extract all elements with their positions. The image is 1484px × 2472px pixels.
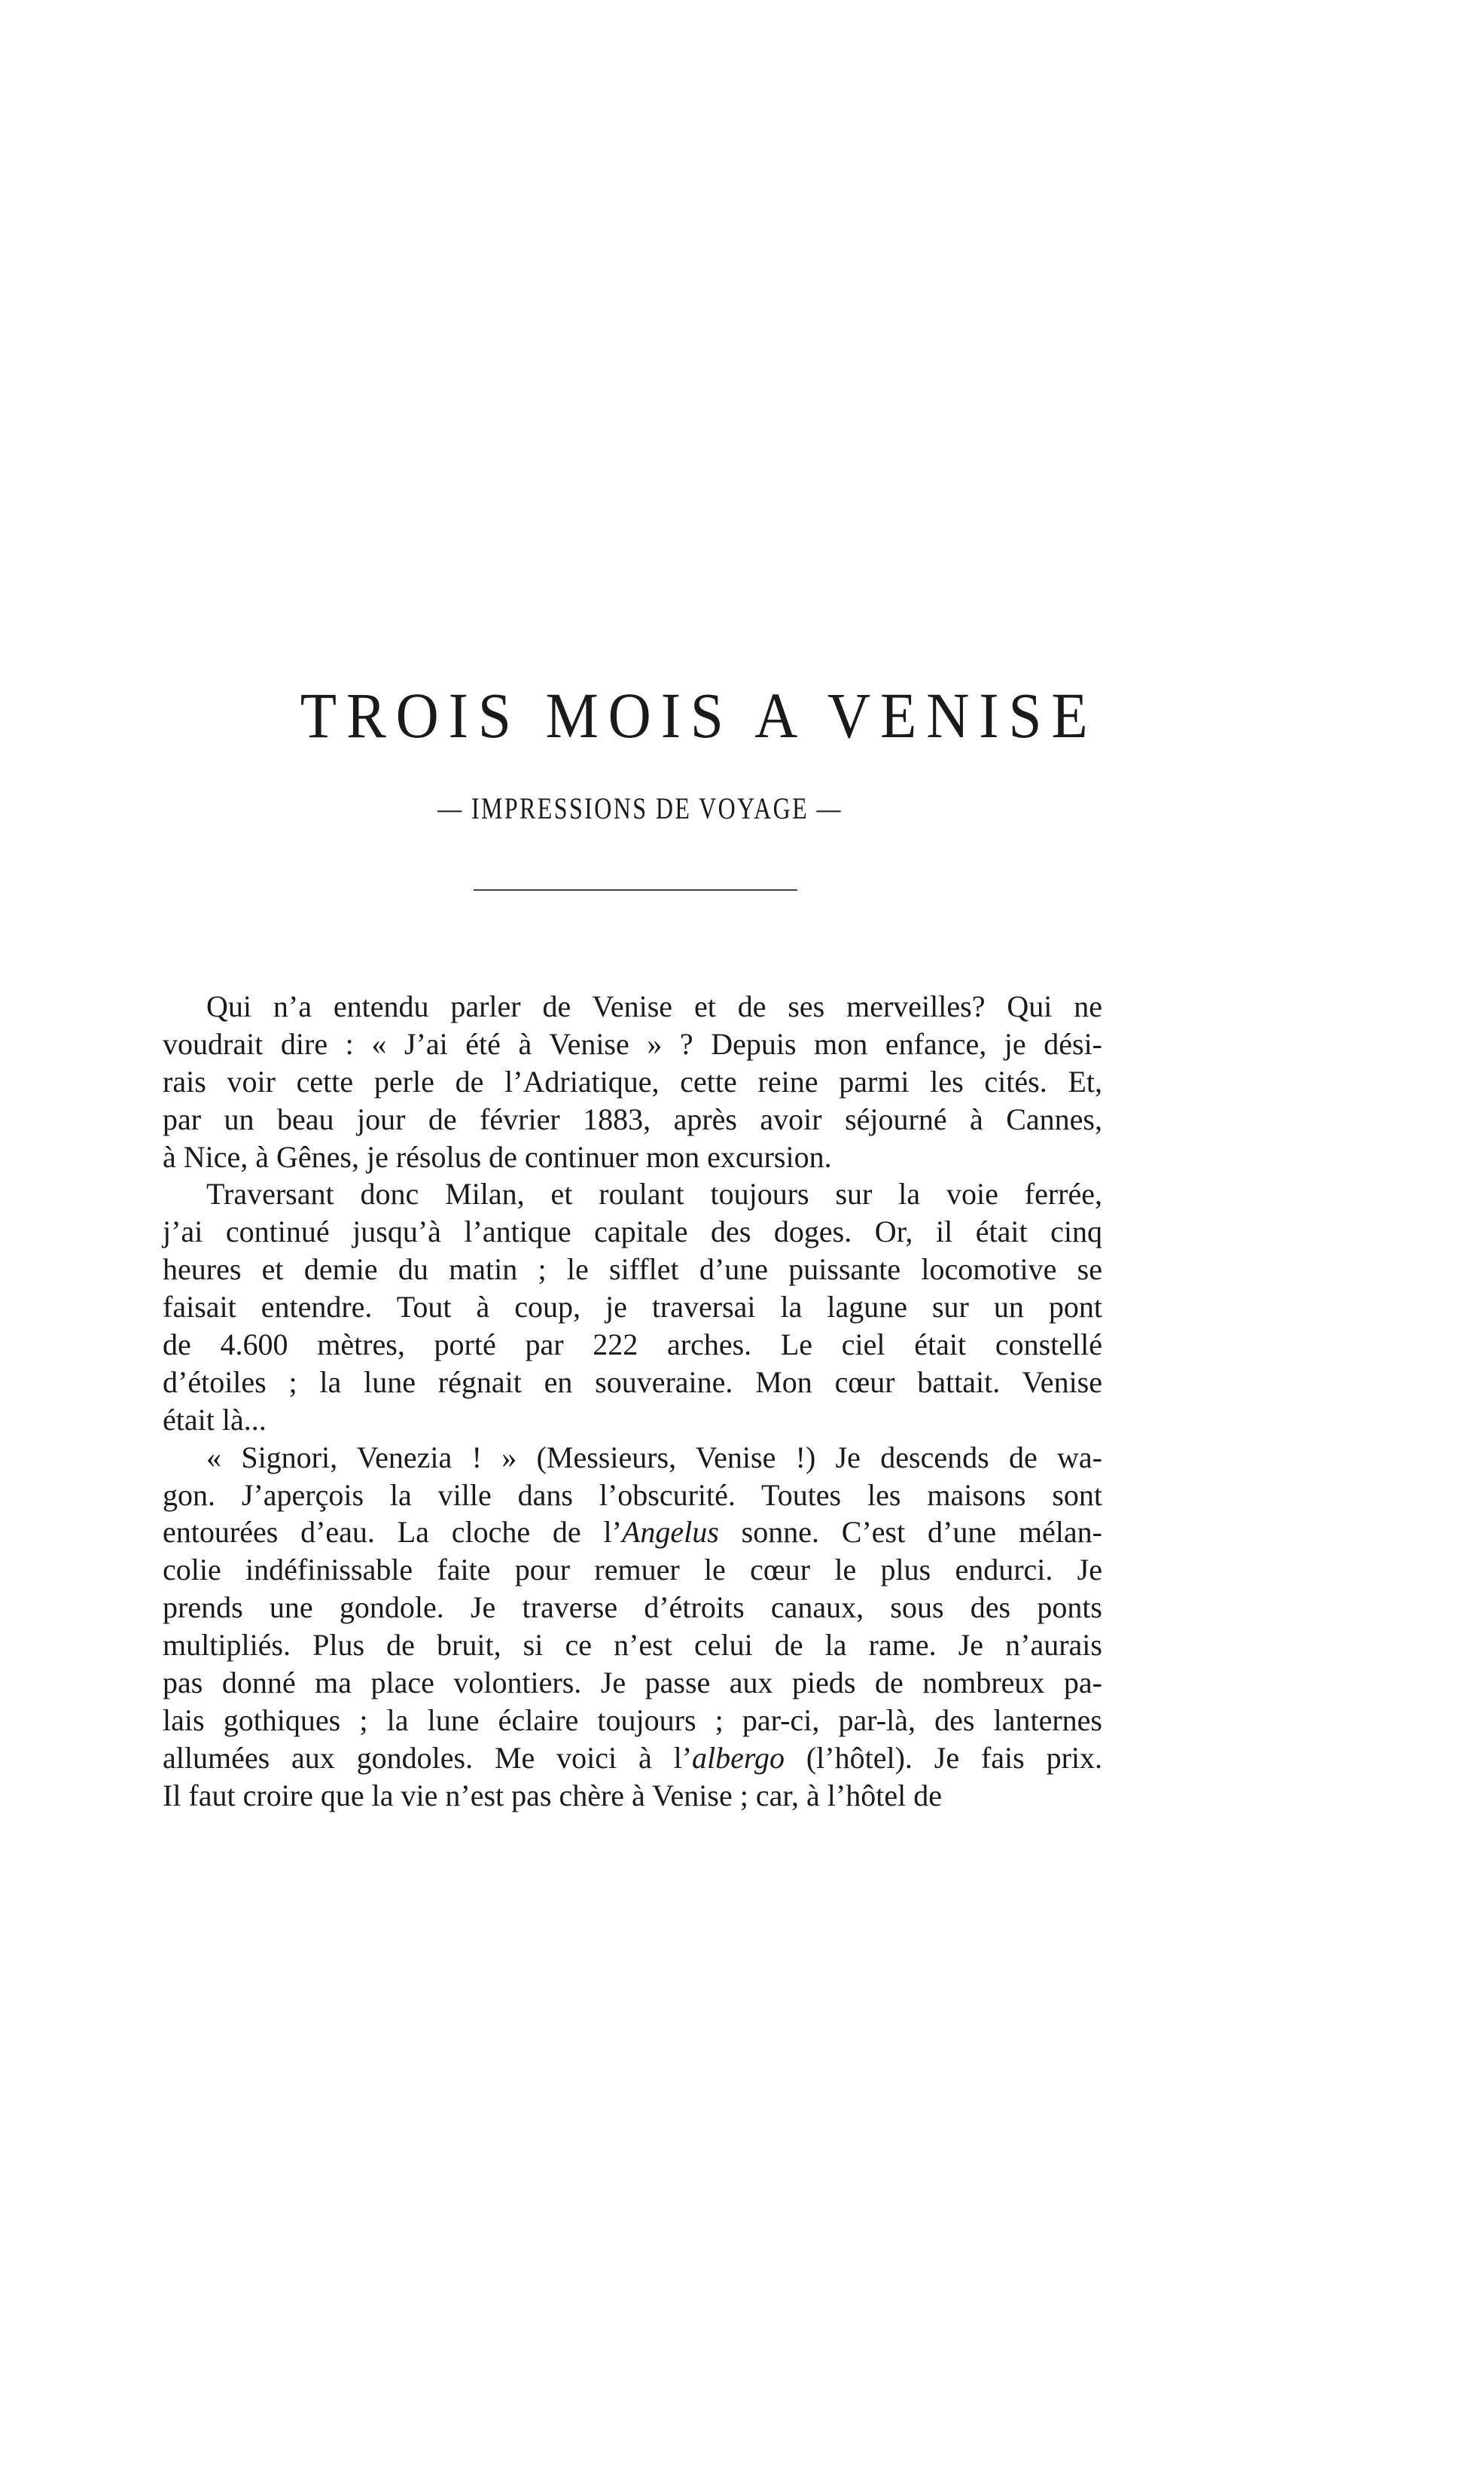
text-line	[163, 1439, 1102, 1477]
text-line-content	[163, 1288, 1102, 1326]
text-line	[163, 1364, 1102, 1401]
text-line-content	[163, 1589, 1102, 1626]
text-line-content	[163, 1551, 1102, 1589]
text-line-content	[206, 1439, 1102, 1477]
text-line	[163, 1739, 1102, 1777]
text-line	[163, 1063, 1102, 1101]
text-line-content	[163, 1101, 1102, 1138]
text-line	[163, 1551, 1102, 1589]
text-line	[163, 1589, 1102, 1626]
text-segment: Traversant donc Milan, et roulant toujours sur la voie ferrée,	[206, 1177, 1102, 1212]
text-segment: voudrait dire : « J’ai été à Venise » ? Depuis mon enfance, je dési-	[163, 1026, 1102, 1061]
text-segment: pas donné ma place volontiers. Je passe aux pieds de nombreux pa-	[163, 1666, 1102, 1700]
text-line-content	[163, 1401, 1102, 1439]
text-line-content	[163, 1626, 1102, 1664]
text-line	[163, 1664, 1102, 1702]
text-segment: était là...	[163, 1402, 267, 1437]
body-text	[163, 988, 1102, 1815]
text-line-content	[163, 1777, 1102, 1815]
text-line-content	[163, 1213, 1102, 1251]
text-line	[163, 1138, 1102, 1176]
text-segment: allumées aux gondoles. Me voici à l’	[163, 1740, 693, 1775]
text-line	[163, 1026, 1102, 1063]
text-segment: (l’hôtel). Je fais prix.	[784, 1740, 1103, 1775]
text-segment: lais gothiques ; la lune éclaire toujours ; par-ci, par-là, des lanternes	[163, 1702, 1102, 1737]
text-segment: Il faut croire que la vie n’est pas chère à Venise ; car, à l’hôtel de	[163, 1778, 942, 1812]
text-segment: heures et demie du matin ; le sifflet d’une puissante locomotive se	[163, 1252, 1102, 1287]
text-segment: par un beau jour de février 1883, après avoir séjourné à Cannes,	[163, 1102, 1102, 1136]
text-line	[163, 1513, 1102, 1551]
italic-text: Angelus	[621, 1515, 719, 1550]
text-line-content	[163, 1739, 1102, 1777]
text-line-content	[163, 1326, 1102, 1364]
text-segment: entourées d’eau. La cloche de l’	[163, 1515, 622, 1550]
text-segment: colie indéfinissable faite pour remuer le cœur le plus endurci. Je	[163, 1553, 1102, 1587]
text-segment: Qui n’a entendu parler de Venise et de ses merveilles? Qui ne	[206, 989, 1102, 1023]
text-line-content	[163, 1513, 1102, 1551]
text-line-content	[163, 1364, 1102, 1401]
text-line	[163, 1101, 1102, 1138]
text-segment: multipliés. Plus de bruit, si ce n’est celui de la rame. Je n’aurais	[163, 1628, 1102, 1663]
text-line-content	[206, 1175, 1102, 1213]
text-segment: de 4.600 mètres, porté par 222 arches. Le ciel était constellé	[163, 1327, 1102, 1362]
italic-text: albergo	[692, 1740, 785, 1775]
text-segment: gon. J’aperçois la ville dans l’obscurité. Toutes les maisons sont	[163, 1477, 1102, 1512]
text-line	[163, 1477, 1102, 1514]
chapter-title: TROIS MOIS A VENISE	[300, 679, 1098, 751]
text-segment: sonne. C’est d’une mélan-	[718, 1515, 1102, 1550]
title-divider-rule	[474, 889, 797, 891]
text-segment: à Nice, à Gênes, je résolus de continuer mon excursion.	[163, 1139, 832, 1174]
text-line	[163, 1175, 1102, 1213]
text-line-content	[163, 1063, 1102, 1101]
text-line-content	[163, 1251, 1102, 1288]
text-segment: d’étoiles ; la lune régnait en souveraine. Mon cœur battait. Venise	[163, 1364, 1102, 1399]
text-line-content	[163, 1477, 1102, 1514]
chapter-subtitle: — IMPRESSIONS DE VOYAGE —	[437, 791, 843, 825]
text-line-content	[206, 988, 1102, 1026]
text-line-content	[163, 1138, 1102, 1176]
text-line-content	[163, 1026, 1102, 1063]
text-line	[163, 1213, 1102, 1251]
text-line	[163, 1401, 1102, 1439]
text-segment: prends une gondole. Je traverse d’étroits canaux, sous des ponts	[163, 1590, 1102, 1625]
text-line	[163, 1288, 1102, 1326]
text-segment: « Signori, Venezia ! » (Messieurs, Venise !) Je descends de wa-	[206, 1440, 1102, 1474]
text-line-content	[163, 1702, 1102, 1739]
text-line	[163, 1251, 1102, 1288]
text-line	[163, 1626, 1102, 1664]
text-line	[163, 988, 1102, 1026]
text-segment: j’ai continué jusqu’à l’antique capitale des doges. Or, il était cinq	[163, 1215, 1102, 1249]
text-line	[163, 1702, 1102, 1739]
text-line-content	[163, 1664, 1102, 1702]
text-segment: rais voir cette perle de l’Adriatique, cette reine parmi les cités. Et,	[163, 1064, 1102, 1099]
text-line	[163, 1777, 1102, 1815]
text-line	[163, 1326, 1102, 1364]
text-segment: faisait entendre. Tout à coup, je traversai la lagune sur un pont	[163, 1290, 1102, 1324]
